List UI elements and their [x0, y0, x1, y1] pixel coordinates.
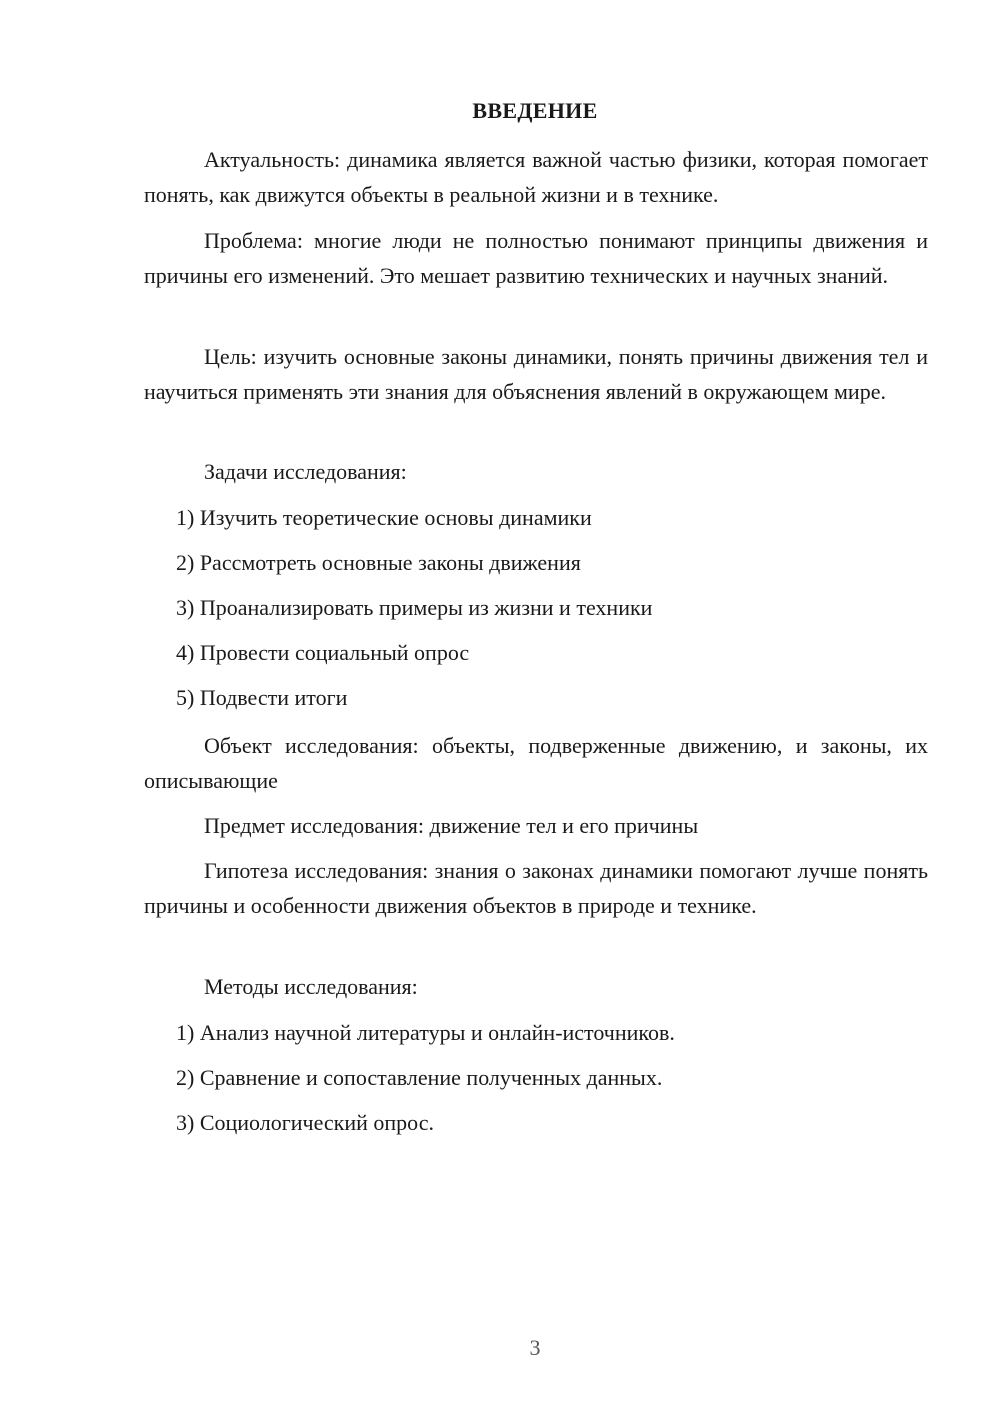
- methods-heading: Методы исследования:: [204, 974, 418, 999]
- goal-paragraph: Цель: изучить основные законы динамики, понять причины движения тел и научиться применять эти знания для объяснения явлений в окружающем мире.: [144, 344, 928, 404]
- problem-paragraph: Проблема: многие люди не полностью понимают принципы движения и причины его изменений. Это мешает развитию технических и научных знаний.: [144, 228, 928, 288]
- object-paragraph: Объект исследования: объекты, подверженные движению, и законы, их описывающие: [144, 733, 928, 793]
- subject-paragraph: Предмет исследования: движение тел и его причины: [204, 813, 699, 838]
- method-item: 3) Социологический опрос.: [176, 1110, 434, 1135]
- tasks-heading: Задачи исследования:: [204, 459, 407, 484]
- method-item: 1) Анализ научной литературы и онлайн-источников.: [176, 1020, 675, 1045]
- task-item: 5) Подвести итоги: [176, 685, 348, 710]
- task-item: 4) Провести социальный опрос: [176, 640, 470, 665]
- task-item: 3) Проанализировать примеры из жизни и техники: [176, 595, 653, 620]
- method-item: 2) Сравнение и сопоставление полученных данных.: [176, 1065, 663, 1090]
- page-number: 3: [529, 1335, 541, 1360]
- task-item: 2) Рассмотреть основные законы движения: [176, 550, 581, 575]
- task-item: 1) Изучить теоретические основы динамики: [176, 505, 592, 530]
- section-title: ВВЕДЕНИЕ: [472, 98, 598, 123]
- hypothesis-paragraph: Гипотеза исследования: знания о законах динамики помогают лучше понять причины и особенности движения объектов в природе и технике.: [144, 858, 928, 918]
- relevance-paragraph: Актуальность: динамика является важной частью физики, которая помогает понять, как движутся объекты в реальной жизни и в технике.: [144, 147, 928, 207]
